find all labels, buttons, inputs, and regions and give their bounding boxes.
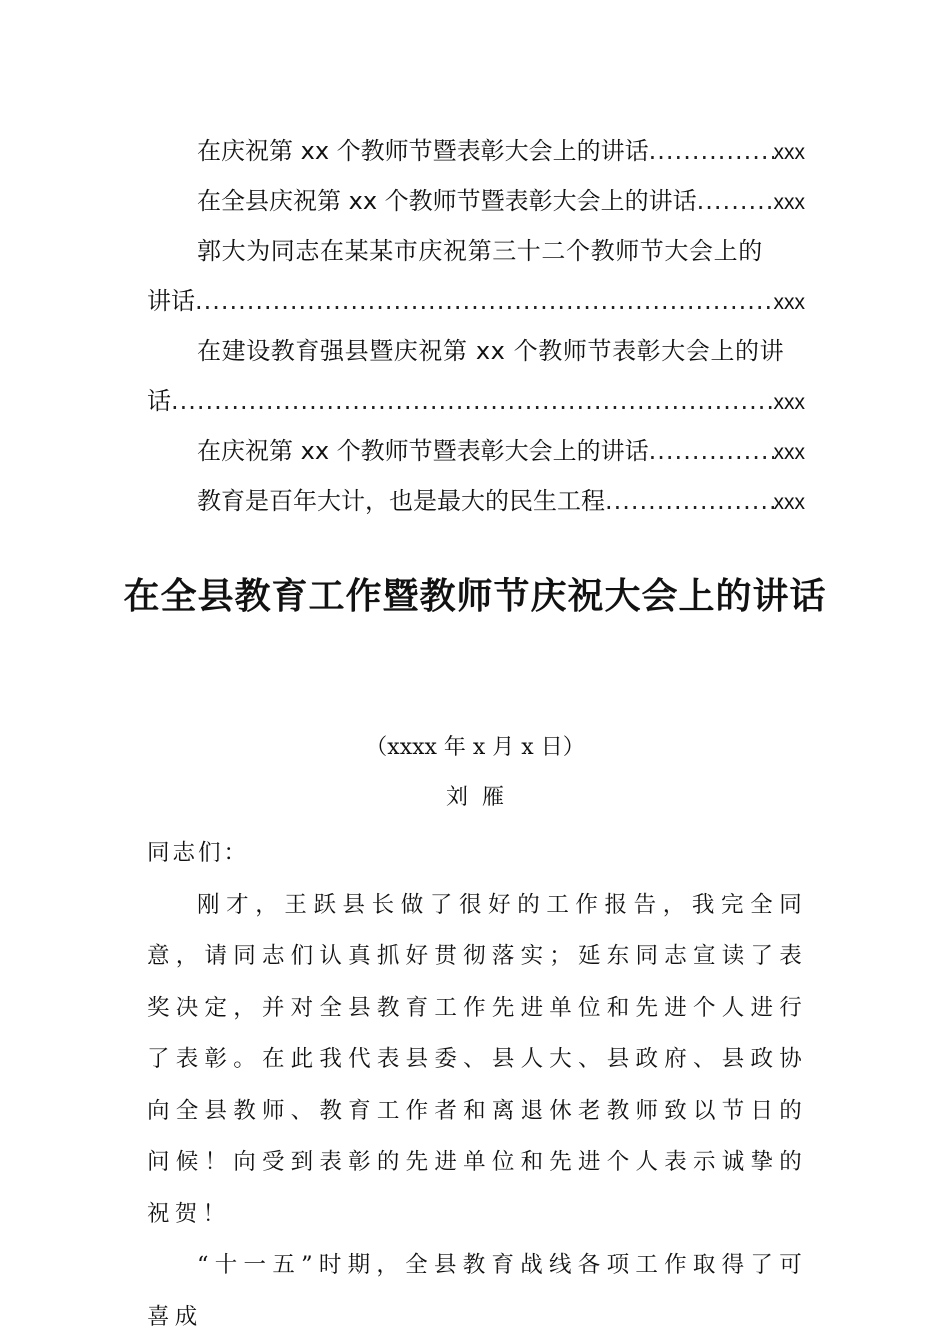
article-title: 在全县教育工作暨教师节庆祝大会上的讲话 xyxy=(123,575,827,617)
body-paragraph: “十一五”时期，全县教育战线各项工作取得了可喜成 xyxy=(147,1252,807,1330)
toc-entry-page: xxx xyxy=(773,441,805,464)
toc-entry-page: xxx xyxy=(773,141,805,164)
toc-leader-dots xyxy=(649,426,774,476)
toc-entry-page: xxx xyxy=(773,191,805,214)
toc-entry-page: xxx xyxy=(773,491,805,514)
toc-entry-continuation xyxy=(147,276,805,326)
toc-entry-title: 在建设教育强县暨庆祝第 xx 个教师节表彰大会上的讲 xyxy=(197,337,785,365)
toc-entry-title: 教育是百年大计，也是最大的民生工程 xyxy=(197,487,605,515)
toc-entry-title: 郭大为同志在某某市庆祝第三十二个教师节大会上的 xyxy=(197,237,763,265)
toc-entry-title: 在庆祝第 xx 个教师节暨表彰大会上的讲话 xyxy=(197,437,649,465)
toc-entry-page: xxx xyxy=(773,391,805,414)
article-date: （xxxx 年 x 月 x 日） xyxy=(365,735,585,760)
toc-entry[interactable] xyxy=(147,176,805,226)
toc-entry-title-cont: 话 xyxy=(147,387,171,415)
toc-entry[interactable] xyxy=(147,426,805,476)
toc-entry-page: xxx xyxy=(773,291,805,314)
toc-leader-dots xyxy=(649,126,774,176)
body-paragraph: 刚才，王跃县长做了很好的工作报告，我完全同意，请同志们认真抓好贯彻落实；延东同志宣读了表奖决定，并对全县教育工作先进单位和先进个人进行了表彰。在此我代表县委、县人大、县政府、县政协向全县教师、教育工作者和离退休老教师致以节日的问候！向受到表彰的先进单位和先进个人表示诚挚的祝贺！ xyxy=(147,891,807,1227)
toc-entry-title-cont: 讲话 xyxy=(147,287,195,315)
toc-entry-continuation xyxy=(147,376,805,426)
salutation: 同志们： xyxy=(147,840,250,866)
toc-entry[interactable] xyxy=(147,126,805,176)
article-body xyxy=(147,828,807,1343)
toc-leader-dots xyxy=(605,476,774,526)
toc-entry[interactable] xyxy=(147,476,805,526)
toc-entry[interactable] xyxy=(147,226,805,326)
toc-entry[interactable] xyxy=(147,326,805,426)
article-author: 刘雁 xyxy=(445,785,518,810)
toc-entry-title: 在全县庆祝第 xx 个教师节暨表彰大会上的讲话 xyxy=(197,187,697,215)
toc-leader-dots xyxy=(171,376,774,426)
table-of-contents xyxy=(147,126,805,526)
toc-leader-dots xyxy=(697,176,774,226)
toc-leader-dots xyxy=(195,276,774,326)
toc-entry-title: 在庆祝第 xx 个教师节暨表彰大会上的讲话 xyxy=(197,137,649,165)
